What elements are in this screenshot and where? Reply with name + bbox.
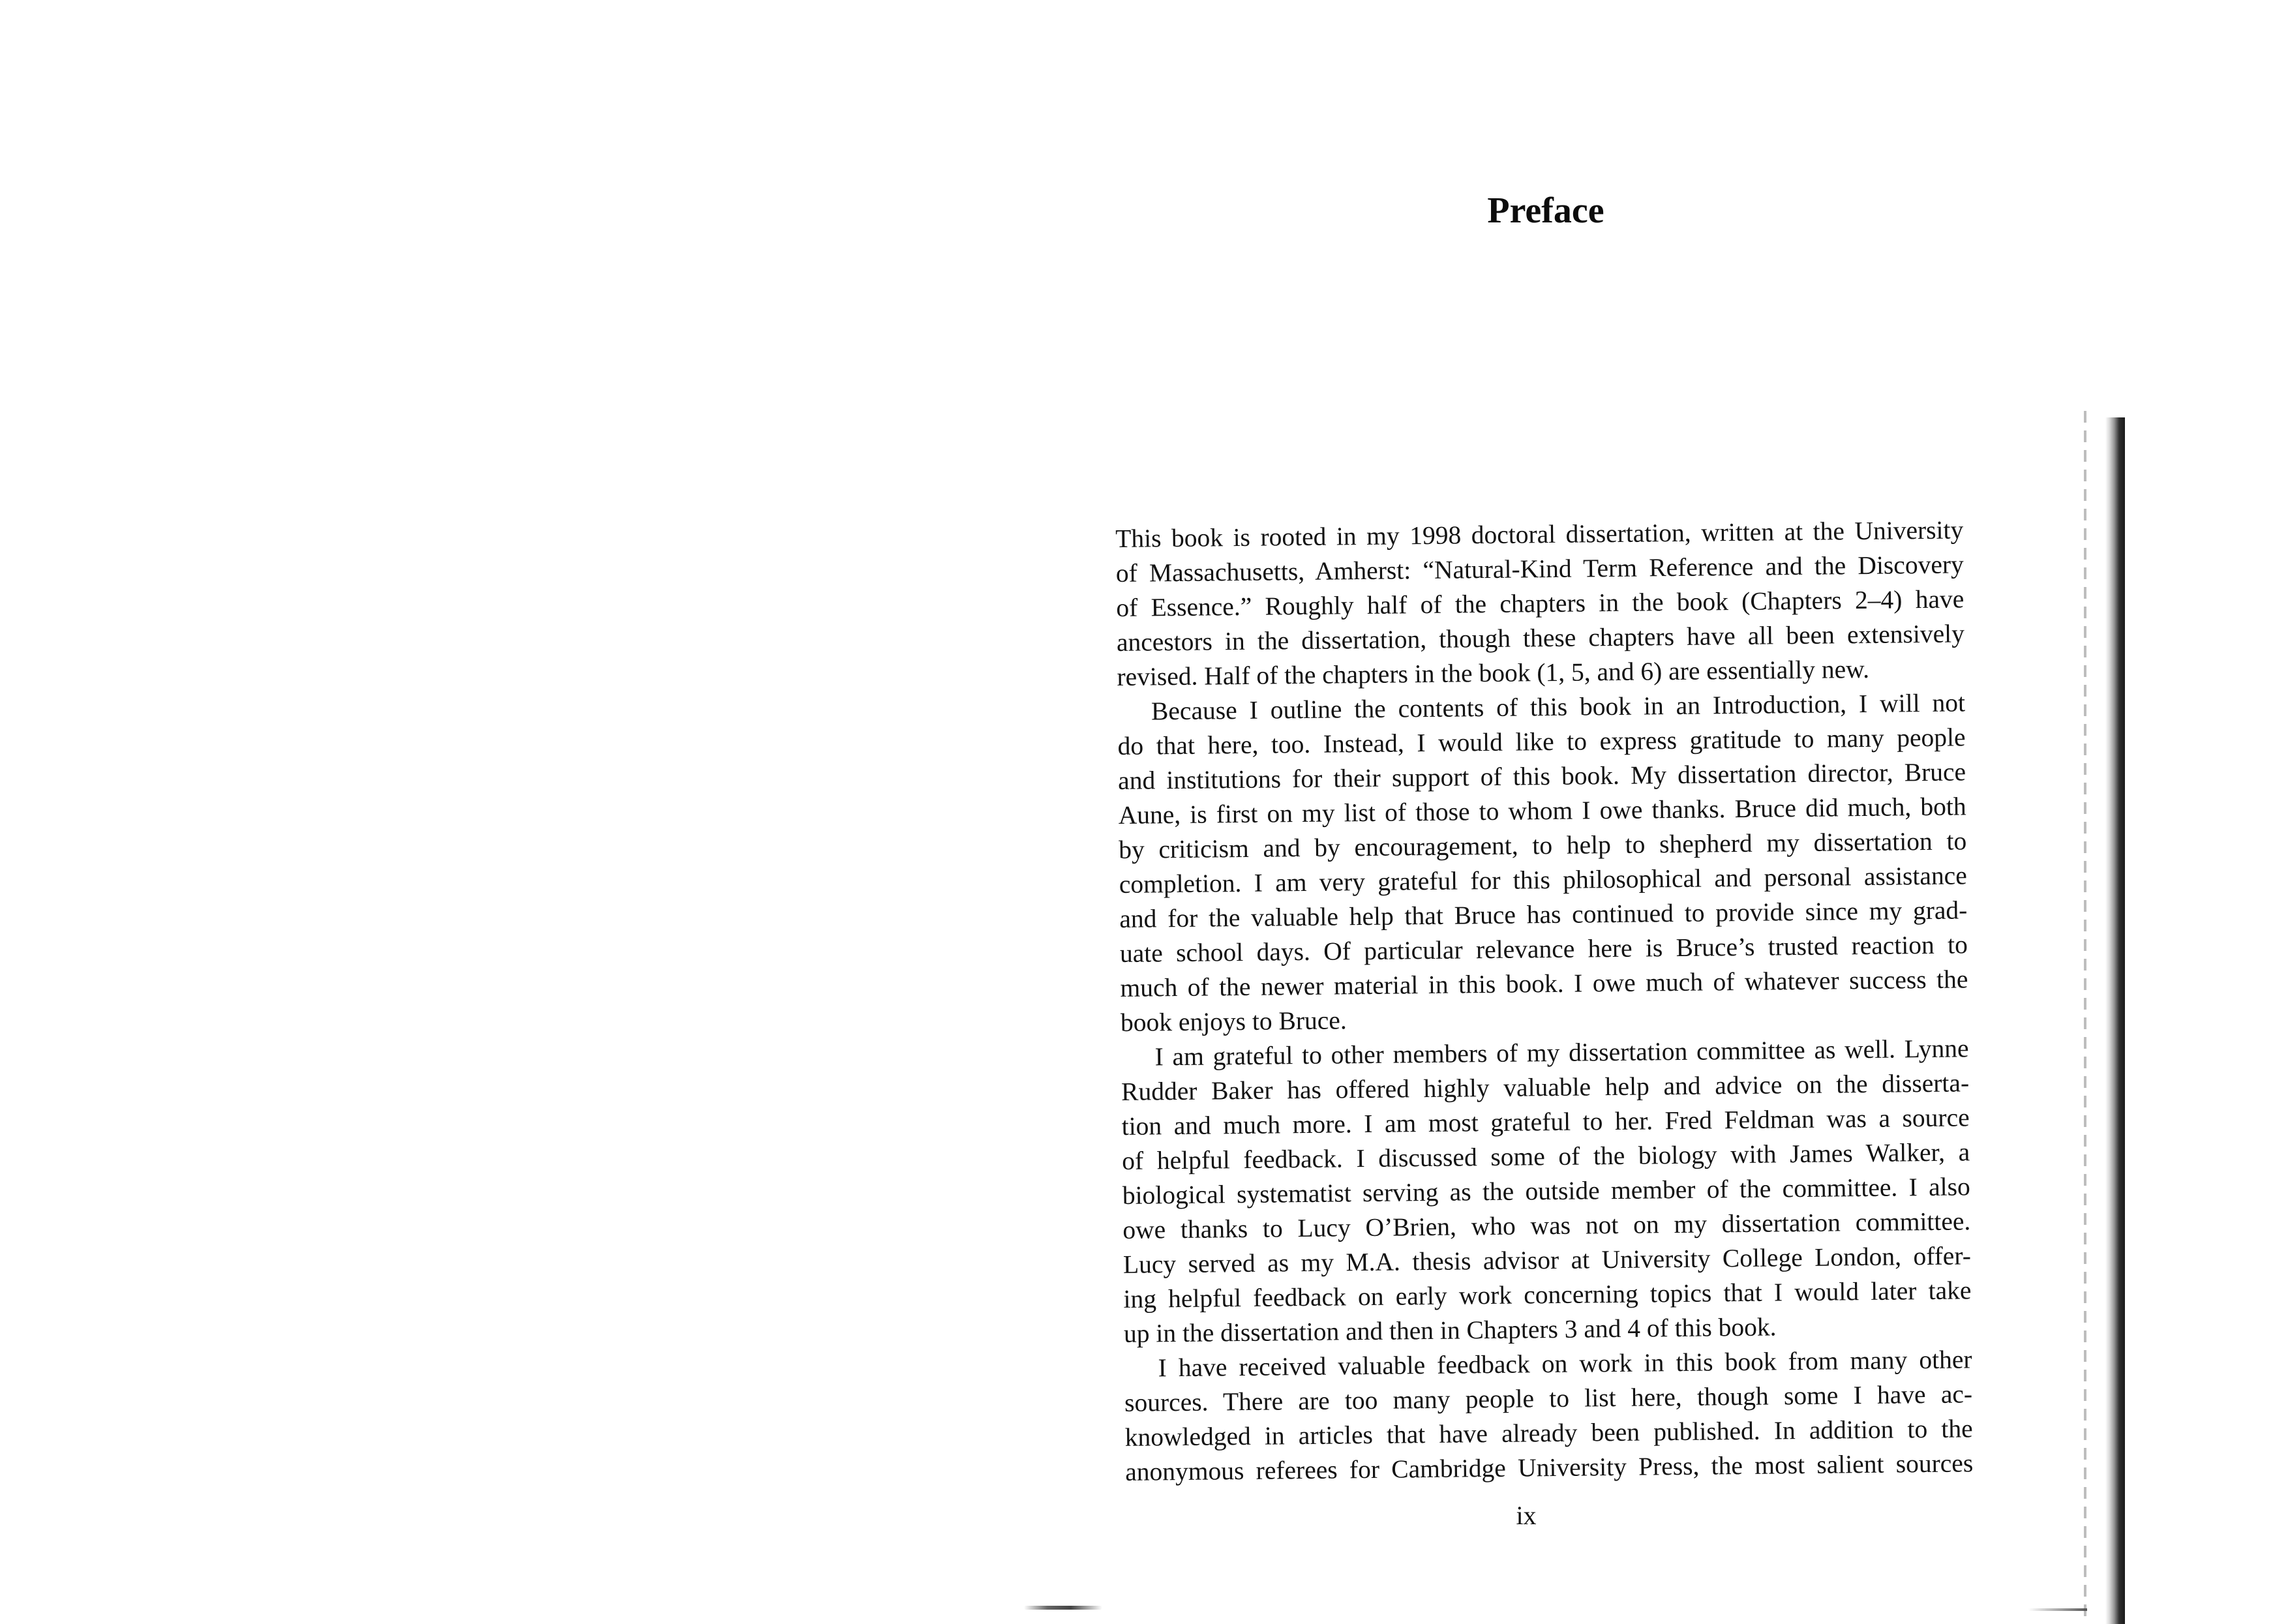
text-line: owe thanks to Lucy O’Brien, who was not on my dissertation committee. xyxy=(1122,1207,1971,1244)
text-line: of Massachusetts, Amherst: “Natural-Kind Term Reference and the Discovery xyxy=(1115,550,1964,588)
scan-smudge xyxy=(1024,1606,1102,1610)
paragraph xyxy=(1121,1031,1972,1351)
page-edge-line xyxy=(2084,411,2086,1617)
page-number: ix xyxy=(1516,1501,1537,1530)
text-line: book enjoys to Bruce. xyxy=(1120,1006,1347,1037)
text-line: Rudder Baker has offered highly valuable help and advice on the disserta- xyxy=(1121,1068,1970,1106)
text-line: tion and much more. I am most grateful to her. Fred Feldman was a source xyxy=(1121,1103,1970,1141)
text-line: knowledged in articles that have already been published. In addition to the xyxy=(1124,1414,1973,1452)
text-line: ancestors in the dissertation, though these chapters have all been extensively xyxy=(1116,619,1965,657)
paragraph xyxy=(1117,685,1968,1040)
text-line: do that here, too. Instead, I would like to express gratitude to many people xyxy=(1117,723,1966,760)
text-line: ing helpful feedback on early work concerning topics that I would later take xyxy=(1123,1276,1972,1314)
text-line: Aune, is first on my list of those to whom I owe thanks. Bruce did much, both xyxy=(1118,792,1966,830)
paragraph xyxy=(1115,513,1965,695)
page-edge-shadow xyxy=(2105,417,2125,1624)
text-line: of Essence.” Roughly half of the chapters in the book (Chapters 2–4) have xyxy=(1116,584,1964,622)
text-line: up in the dissertation and then in Chapters 3 and 4 of this book. xyxy=(1123,1312,1777,1348)
text-line: and for the valuable help that Bruce has continued to provide since my grad- xyxy=(1119,895,1968,933)
page-title: Preface xyxy=(1487,190,1604,231)
text-line: anonymous referees for Cambridge University Press, the most salient sources xyxy=(1125,1449,1974,1486)
scan-edge-rule xyxy=(2028,1608,2087,1611)
text-line: much of the newer material in this book. I owe much of whatever success the xyxy=(1120,965,1968,1002)
text-line: revised. Half of the chapters in the book (1, 5, and 6) are essentially new. xyxy=(1117,654,1870,691)
text-line: and institutions for their support of this book. My dissertation director, Bruce xyxy=(1117,757,1966,795)
preface-body xyxy=(1115,513,1973,1490)
text-line: I am grateful to other members of my dissertation committee as well. Lynne xyxy=(1154,1034,1969,1072)
text-line: Because I outline the contents of this book in an Introduction, I will not xyxy=(1151,688,1966,726)
text-line: completion. I am very grateful for this philosophical and personal assistance xyxy=(1119,861,1967,899)
text-line: by criticism and by encouragement, to help to shepherd my dissertation to xyxy=(1119,826,1967,864)
text-line: I have received valuable feedback on work in this book from many other xyxy=(1158,1345,1972,1383)
text-line: uate school days. Of particular relevance here is Bruce’s trusted reaction to xyxy=(1119,930,1968,968)
text-line: of helpful feedback. I discussed some of the biology with James Walker, a xyxy=(1122,1137,1970,1175)
text-line: biological systematist serving as the outside member of the committee. I also xyxy=(1122,1172,1970,1210)
text-line: This book is rooted in my 1998 doctoral dissertation, written at the University xyxy=(1115,515,1964,553)
text-line: Lucy served as my M.A. thesis advisor at University College London, offer- xyxy=(1122,1241,1972,1279)
text-line: sources. There are too many people to list here, though some I have ac- xyxy=(1124,1379,1973,1417)
paragraph xyxy=(1124,1342,1973,1490)
